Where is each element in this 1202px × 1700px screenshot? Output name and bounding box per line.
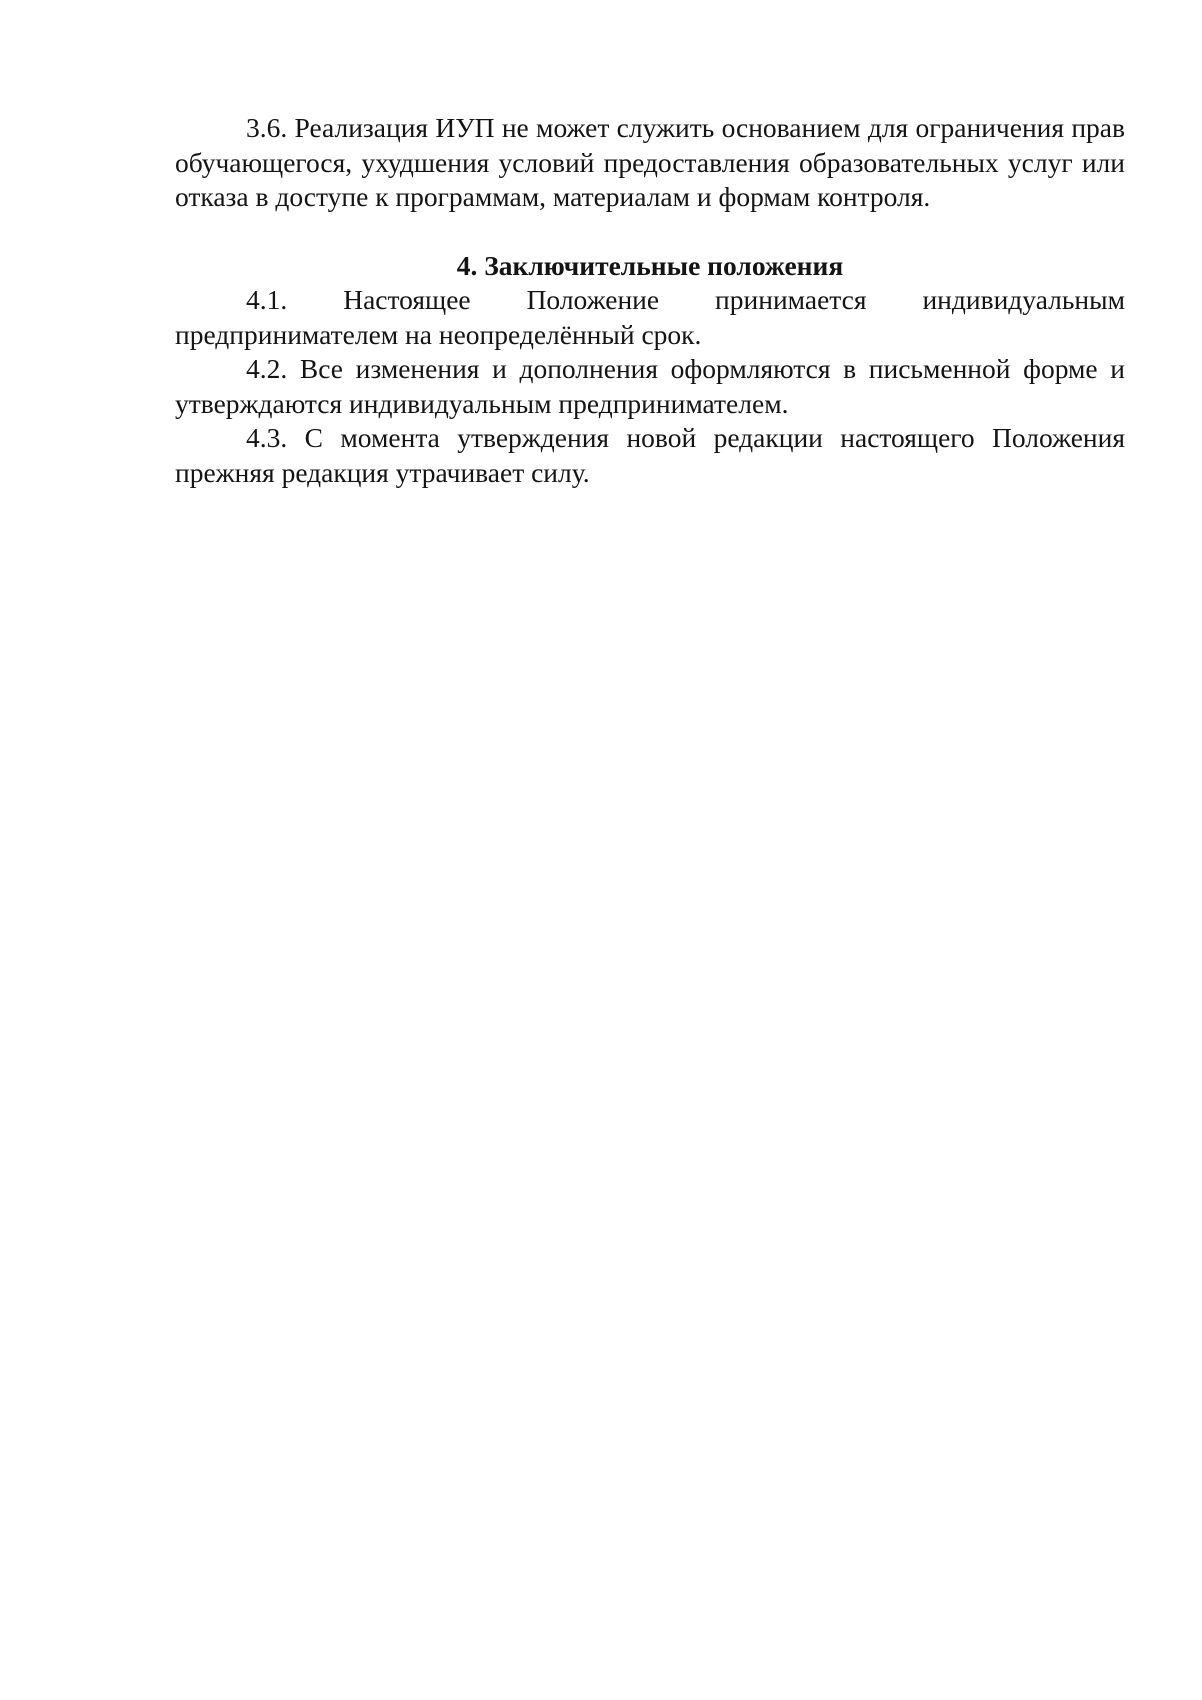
document-body bbox=[175, 111, 1125, 490]
paragraph-4-1: 4.1. Настоящее Положение принимается индивидуальным предпринимателем на неопределённый срок. bbox=[175, 284, 1125, 350]
paragraph-4-3: 4.3. С момента утверждения новой редакции настоящего Положения прежняя редакция утрачивает силу. bbox=[175, 422, 1125, 488]
paragraph-4-2: 4.2. Все изменения и дополнения оформляются в письменной форме и утверждаются индивидуальным предпринимателем. bbox=[175, 353, 1125, 419]
section-heading: 4. Заключительные положения bbox=[456, 249, 844, 281]
paragraph-3-6: 3.6. Реализация ИУП не может служить основанием для ограничения прав обучающегося, ухудшения условий предоставления образовательных услуг или отказа в доступе к программам, материалам и формам контроля. bbox=[175, 112, 1125, 212]
